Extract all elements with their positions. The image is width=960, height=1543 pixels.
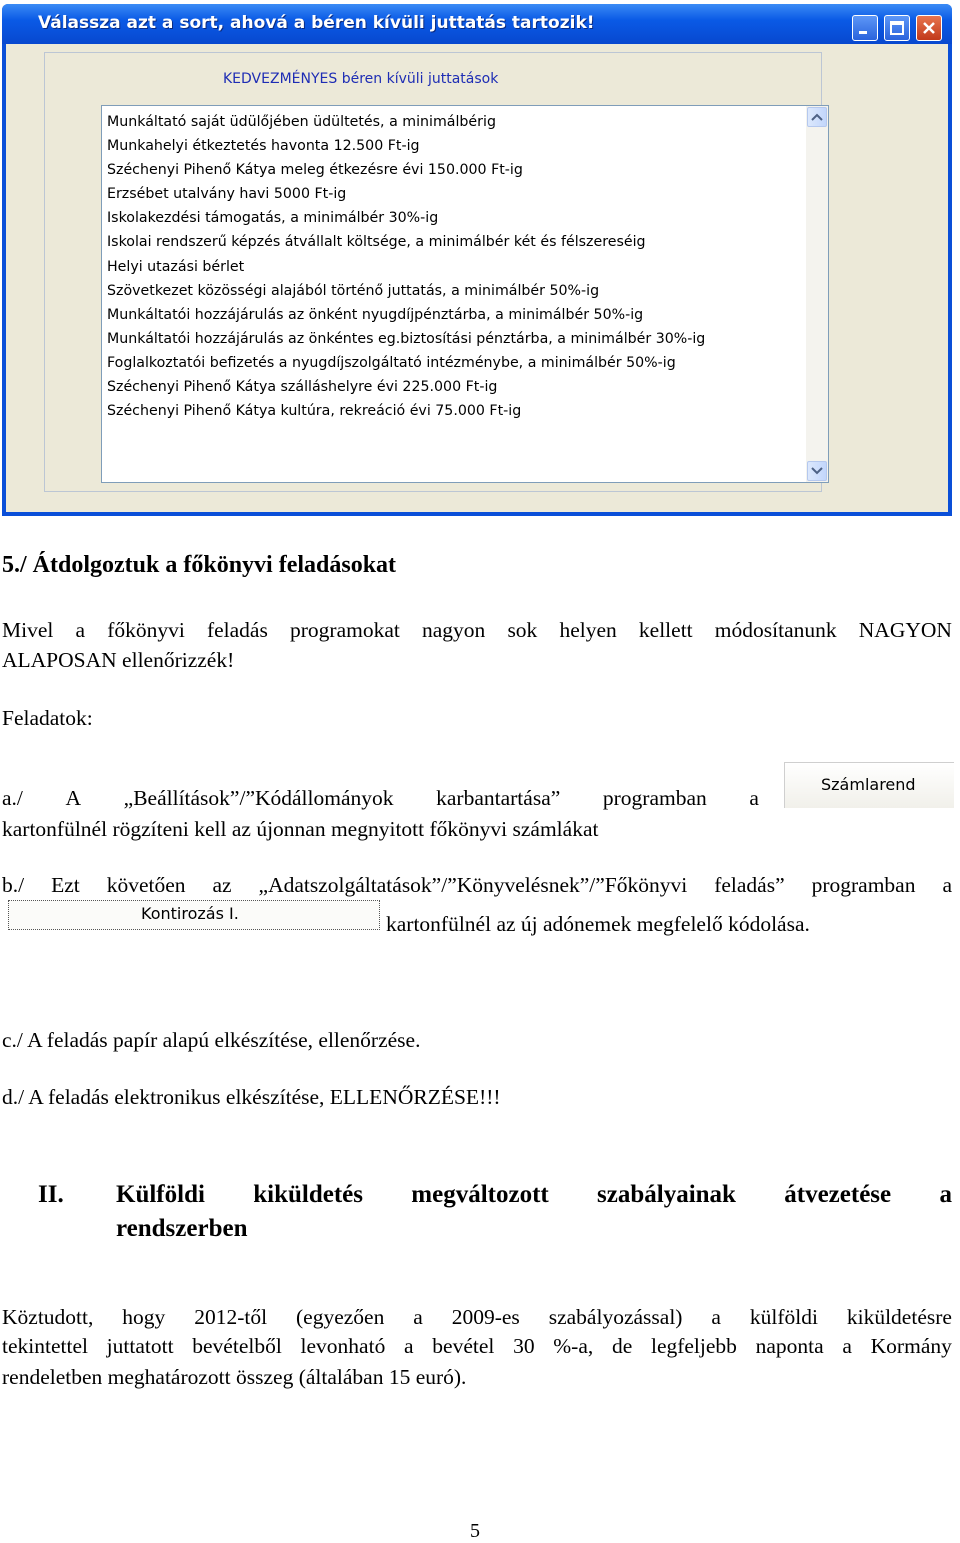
minimize-icon (853, 16, 877, 40)
groupbox-title: KEDVEZMÉNYES béren kívüli juttatások (223, 71, 499, 87)
section-2-paragraph-line-3: rendeletben meghatározott összeg (általában 15 euró). (2, 1365, 467, 1389)
section-2-title-line-2: rendszerben (116, 1215, 248, 1242)
task-a-line-1 (2, 786, 759, 811)
szamlarend-tab-label: Számlarend (821, 775, 916, 794)
listbox-scrollbar[interactable] (806, 106, 828, 482)
word: Kormány (870, 1334, 952, 1358)
dialog-title: Válassza azt a sort, ahová a béren kívüli juttatás tartozik! (38, 13, 595, 33)
task-d: d./ A feladás elektronikus elkészítése, ELLENŐRZÉSE!!! (2, 1085, 501, 1109)
word: szabályainak (597, 1181, 736, 1208)
list-item[interactable]: Foglalkoztatói befizetés a nyugdíjszolgáltató intézménybe, a minimálbér 50%-ig (107, 354, 676, 371)
benefit-list (107, 110, 797, 423)
word: karbantartása” (436, 786, 561, 810)
word: legfeljebb (650, 1334, 737, 1358)
word: Ezt (51, 873, 80, 897)
word: a (942, 873, 952, 897)
list-item[interactable]: Helyi utazási bérlet (107, 258, 245, 275)
list-item[interactable]: Munkáltatói hozzájárulás az önként nyugdíjpénztárba, a minimálbér 50%-ig (107, 306, 644, 323)
list-item[interactable]: Munkahelyi étkeztetés havonta 12.500 Ft-ig (107, 138, 420, 155)
word: naponta (755, 1334, 824, 1358)
list-item[interactable]: Munkáltató saját üdülőjében üdültetés, a minimálbérig (107, 114, 496, 130)
word: sok (507, 618, 538, 642)
task-a-line-2: kartonfülnél rögzíteni kell az újonnan megnyitott főkönyvi számlákat (2, 817, 599, 841)
list-item[interactable]: Iskolakezdési támogatás, a minimálbér 30%-ig (107, 210, 439, 227)
word: 2009-es (451, 1305, 520, 1329)
word: a (711, 1305, 721, 1329)
word: %-a, (553, 1334, 594, 1358)
word: bevételből (192, 1334, 282, 1358)
word: bevétel (432, 1334, 495, 1358)
word: a (404, 1334, 414, 1358)
word: NAGYON (858, 618, 952, 642)
word: programban (811, 873, 916, 897)
benefit-dialog-window (2, 4, 952, 516)
maximize-icon (885, 16, 909, 40)
word: a (413, 1305, 423, 1329)
word: (egyezően (296, 1305, 385, 1329)
word: hogy (122, 1305, 166, 1329)
word: 30 (513, 1334, 535, 1358)
tasks-label: Feladatok: (2, 706, 93, 730)
word: kiküldetésre (846, 1305, 952, 1329)
word: juttatott (106, 1334, 174, 1358)
word: b./ (2, 873, 25, 897)
chevron-up-icon (811, 112, 823, 122)
intro-line-2: ALAPOSAN ellenőrizzék! (2, 648, 235, 672)
chevron-down-icon (811, 466, 823, 476)
task-b-line-2: kartonfülnél az új adónemek megfelelő kódolása. (386, 912, 810, 936)
word: helyen (559, 618, 617, 642)
section-2-paragraph-line-2 (2, 1334, 952, 1359)
dialog-titlebar (2, 4, 952, 44)
section-2-paragraph-line-1 (2, 1305, 952, 1330)
word: nagyon (422, 618, 486, 642)
word: programokat (290, 618, 400, 642)
word: kiküldetés (253, 1181, 363, 1208)
word: kellett (638, 618, 693, 642)
word: módosítanunk (714, 618, 837, 642)
word: programban (602, 786, 707, 810)
list-item[interactable]: Iskolai rendszerű képzés átvállalt költsége, a minimálbér két és félszereséig (107, 234, 646, 251)
intro-line-1 (2, 618, 952, 643)
benefit-groupbox (44, 52, 822, 492)
word: A (65, 786, 82, 810)
word: a (75, 618, 86, 642)
dialog-client-area (6, 44, 948, 512)
word: külföldi (749, 1305, 818, 1329)
word: feladás (206, 618, 268, 642)
close-button[interactable] (916, 15, 942, 41)
list-item[interactable]: Széchenyi Pihenő Kátya meleg étkezésre évi 150.000 Ft-ig (107, 162, 523, 179)
word: Köztudott, (2, 1305, 94, 1329)
list-item[interactable]: Széchenyi Pihenő Kátya kultúra, rekreáció évi 75.000 Ft-ig (107, 403, 522, 420)
word: az (212, 873, 232, 897)
minimize-button[interactable] (852, 15, 878, 41)
benefit-listbox[interactable] (101, 105, 829, 483)
word: „Adatszolgáltatások”/”Könyvelésnek”/”Főkönyvi (258, 873, 688, 897)
word: átvezetése (784, 1181, 892, 1208)
word: főkönyvi (107, 618, 185, 642)
task-b-line-1 (2, 873, 952, 898)
word: szabályozással) (548, 1305, 683, 1329)
word: a (842, 1334, 852, 1358)
szamlarend-tab[interactable] (784, 762, 954, 808)
word: de (611, 1334, 633, 1358)
list-item[interactable]: Széchenyi Pihenő Kátya szálláshelyre évi 225.000 Ft-ig (107, 379, 498, 396)
scroll-up-button[interactable] (807, 107, 827, 127)
kontirozas-tab[interactable] (8, 900, 380, 930)
list-item[interactable]: Szövetkezet közösségi alajából történő juttatás, a minimálbér 50%-ig (107, 282, 600, 299)
word: a (939, 1181, 952, 1208)
section-5-heading: 5./ Átdolgoztuk a főkönyvi feladásokat (2, 552, 397, 578)
list-item[interactable]: Munkáltatói hozzájárulás az önkéntes eg.biztosítási pénztárba, a minimálbér 30%-ig (107, 330, 706, 347)
maximize-button[interactable] (884, 15, 910, 41)
word: feladás” (714, 873, 785, 897)
close-icon (917, 16, 941, 40)
section-2-title-line-1 (116, 1181, 952, 1209)
word: 2012-től (194, 1305, 268, 1329)
word: megváltozott (411, 1181, 549, 1208)
section-2-number: II. (38, 1181, 64, 1208)
task-c: c./ A feladás papír alapú elkészítése, ellenőrzése. (2, 1028, 421, 1052)
list-item[interactable]: Erzsébet utalvány havi 5000 Ft-ig (107, 186, 347, 203)
word: tekintettel (2, 1334, 88, 1358)
word: Külföldi (116, 1181, 205, 1208)
page-number: 5 (470, 1520, 480, 1542)
word: „Beállítások”/”Kódállományok (123, 786, 394, 810)
word: a (749, 786, 759, 810)
word: levonható (300, 1334, 386, 1358)
word: követően (106, 873, 186, 897)
kontirozas-tab-label: Kontirozás I. (141, 904, 239, 923)
word: Mivel (2, 618, 54, 642)
word: a./ (2, 786, 23, 810)
scroll-down-button[interactable] (807, 461, 827, 481)
